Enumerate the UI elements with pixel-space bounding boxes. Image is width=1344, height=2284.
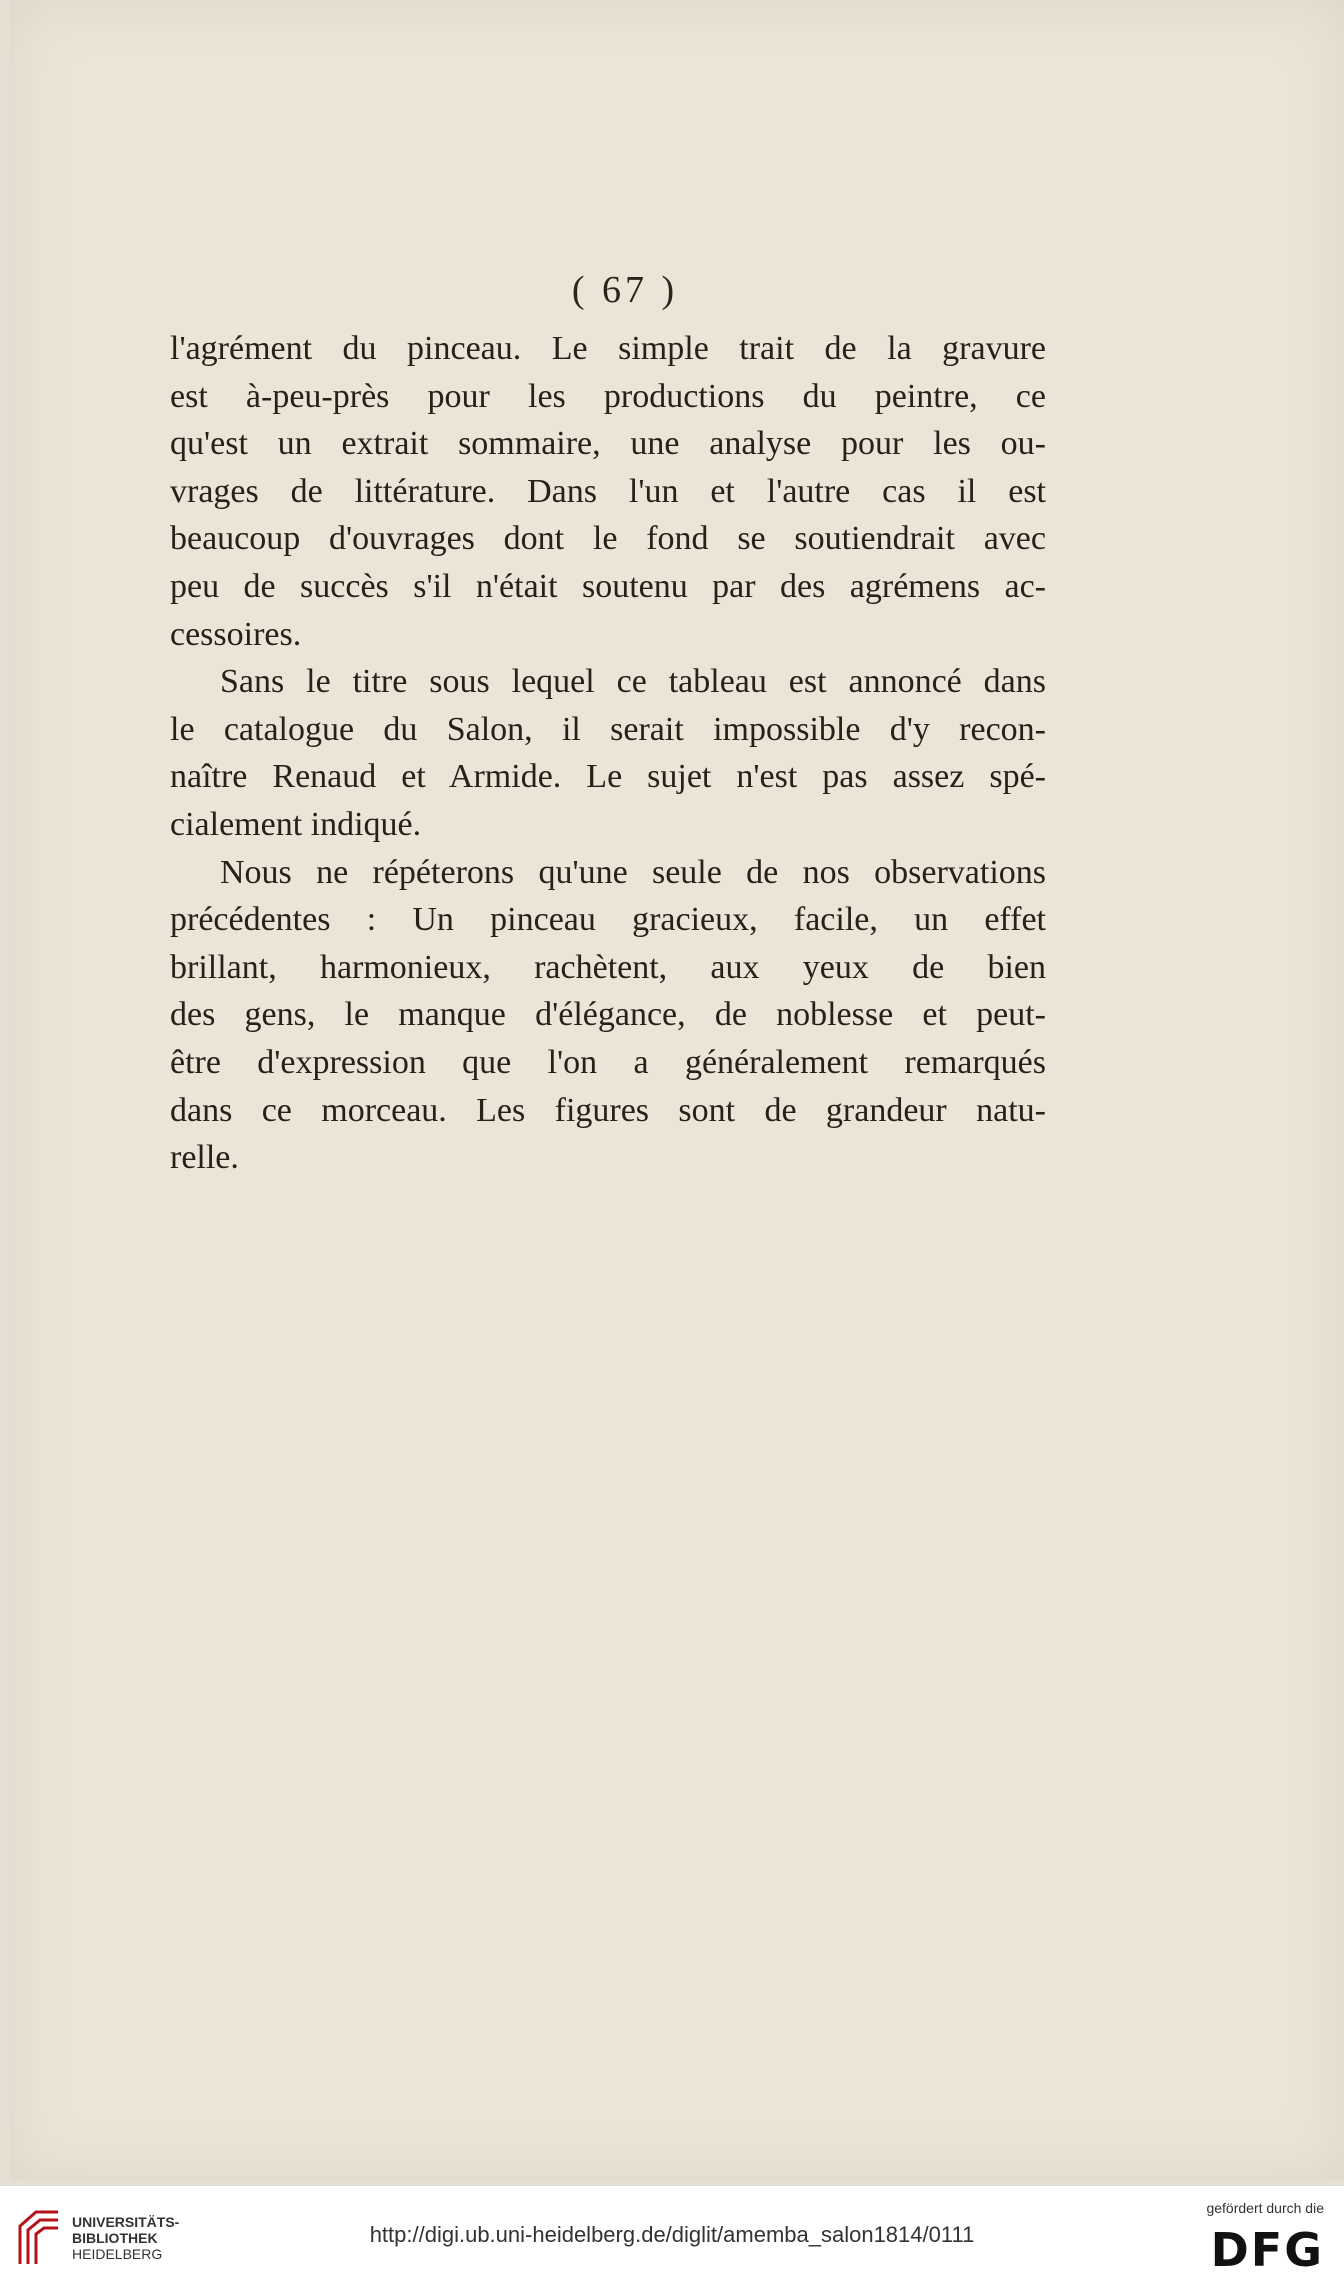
- dfg-logo: DFG: [1210, 2223, 1324, 2277]
- text-line: des gens, le manque d'élégance, de noblesse et peut-: [170, 996, 1046, 1034]
- library-name-line: HEIDELBERG: [72, 2246, 163, 2262]
- paragraph: [170, 849, 1046, 1182]
- footer-bar: [0, 2185, 1344, 2284]
- text-line: l'agrément du pinceau. Le simple trait de la gravure: [170, 330, 1046, 367]
- page-number: ( 67 ): [571, 269, 679, 311]
- text-line: peu de succès s'il n'était soutenu par des agrémens ac-: [170, 567, 1046, 605]
- text-line: beaucoup d'ouvrages dont le fond se soutiendrait avec: [170, 520, 1046, 558]
- text-line: brillant, harmonieux, rachètent, aux yeux de bien: [170, 948, 1046, 986]
- text-line: vrages de littérature. Dans l'un et l'autre cas il est: [170, 472, 1046, 510]
- text-line: le catalogue du Salon, il serait impossible d'y recon-: [170, 710, 1046, 748]
- funding-label: gefördert durch die: [1206, 2200, 1324, 2216]
- text-line: naître Renaud et Armide. Le sujet n'est pas assez spé-: [170, 758, 1046, 796]
- scanned-page: [10, 0, 1344, 2180]
- text-line: est à-peu-près pour les productions du peintre, ce: [170, 377, 1046, 415]
- text-line: Sans le titre sous lequel ce tableau est annoncé dans: [220, 663, 1046, 701]
- body-text: [170, 325, 1046, 1182]
- library-name-line: UNIVERSITÄTS-: [72, 2214, 180, 2230]
- text-line: cialement indiqué.: [170, 805, 422, 843]
- text-line: relle.: [170, 1139, 239, 1177]
- permalink-url[interactable]: http://digi.ub.uni-heidelberg.de/diglit/amemba_salon1814/0111: [369, 2222, 975, 2247]
- library-name-line: BIBLIOTHEK: [72, 2230, 158, 2246]
- text-line: Nous ne répéterons qu'une seule de nos observations: [220, 853, 1046, 891]
- text-line: qu'est un extrait sommaire, une analyse pour les ou-: [170, 425, 1046, 463]
- paragraph: [170, 325, 1046, 658]
- text-line: être d'expression que l'on a généralement remarqués: [170, 1043, 1046, 1081]
- text-line: cessoires.: [170, 615, 302, 653]
- text-line: précédentes : Un pinceau gracieux, facile, un effet: [170, 901, 1046, 939]
- text-line: dans ce morceau. Les figures sont de grandeur natu-: [170, 1091, 1046, 1129]
- paragraph: [170, 658, 1046, 848]
